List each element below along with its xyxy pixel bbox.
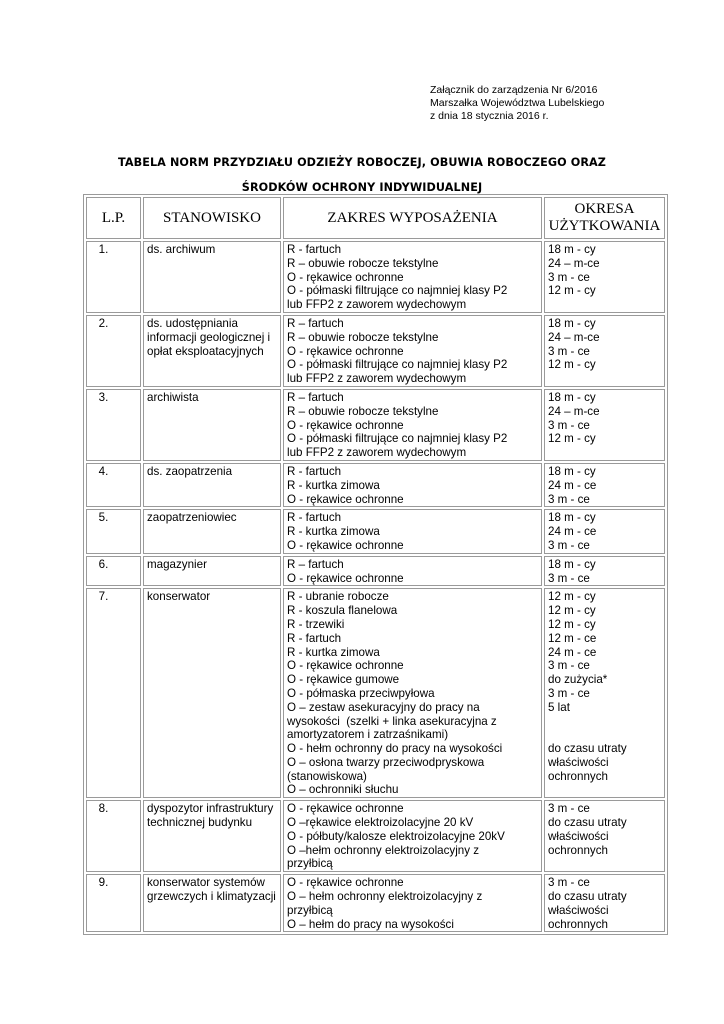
period-item: 3 m - ce	[548, 492, 590, 506]
row-equipment	[283, 556, 542, 587]
period-item: ochronnych	[548, 917, 608, 931]
period-item: ochronnych	[548, 769, 608, 783]
equipment-item: R - fartuch	[287, 631, 342, 645]
row-position: ds. udostępniania informacji geologicznej i opłat eksploatacyjnych	[143, 315, 281, 387]
equipment-item: O - półmaski filtrujące co najmniej klasy P2	[287, 284, 508, 298]
attachment-line-2: Marszałka Województwa Lubelskiego	[430, 97, 605, 109]
equipment-item: przyłbicą	[287, 903, 333, 917]
row-position: zaopatrzeniowiec	[143, 509, 281, 553]
period-item: 12 m - cy	[548, 604, 596, 618]
equipment-item: O - półmaski filtrujące co najmniej klasy P2	[287, 358, 508, 372]
period-item: do zużycia*	[548, 673, 608, 687]
period-item: do czasu utraty	[548, 742, 627, 756]
equipment-item: R - fartuch	[287, 511, 342, 525]
row-equipment	[283, 241, 542, 313]
row-equipment	[283, 874, 542, 932]
row-periods	[544, 463, 665, 507]
row-periods	[544, 315, 665, 387]
equipment-item: O – hełm ochronny elektroizolacyjny z	[287, 890, 483, 904]
period-item: 24 – m-ce	[548, 256, 600, 270]
equipment-item: R - kurtka zimowa	[287, 525, 380, 539]
row-position: konserwator	[143, 588, 281, 798]
equipment-item: R – fartuch	[287, 557, 344, 571]
period-item: 12 m - ce	[548, 631, 597, 645]
equipment-item: R - kurtka zimowa	[287, 478, 380, 492]
period-item: ochronnych	[548, 843, 608, 857]
row-periods	[544, 509, 665, 553]
equipment-item: O - rękawice ochronne	[287, 492, 404, 506]
equipment-item: O – zestaw asekuracyjny do pracy na	[287, 700, 480, 714]
period-item: właściwości	[548, 829, 609, 843]
equipment-item: O - półbuty/kalosze elektroizolacyjne 20kV	[287, 829, 505, 843]
header-period	[544, 197, 665, 239]
equipment-item: O – hełm do pracy na wysokości	[287, 917, 454, 931]
row-periods	[544, 556, 665, 587]
equipment-item: O - rękawice ochronne	[287, 344, 404, 358]
equipment-item: przyłbicą	[287, 857, 333, 871]
attachment-line-1: Załącznik do zarządzenia Nr 6/2016	[430, 84, 598, 96]
row-number: 6.	[86, 556, 141, 587]
row-number: 7.	[86, 588, 141, 798]
equipment-item: O - rękawice ochronne	[287, 802, 404, 816]
equipment-item: lub FFP2 z zaworem wydechowym	[287, 372, 467, 386]
equipment-item: O - rękawice gumowe	[287, 673, 400, 687]
row-number: 8.	[86, 800, 141, 872]
period-item: 3 m - ce	[548, 802, 590, 816]
header-lp: L.P.	[86, 197, 141, 239]
title-line-2: ŚRODKÓW OCHRONY INDYWIDUALNEJ	[241, 181, 483, 194]
equipment-item: O - rękawice ochronne	[287, 876, 404, 890]
equipment-item: O –hełm ochronny elektroizolacyjny z	[287, 843, 480, 857]
period-item: 24 – m-ce	[548, 330, 600, 344]
row-position: archiwista	[143, 389, 281, 461]
period-item: 18 m - cy	[548, 243, 596, 256]
equipment-item: amortyzatorem i zatrzaśnikami)	[287, 728, 449, 742]
equipment-item: O - półmaska przeciwpyłowa	[287, 686, 435, 700]
equipment-item: R - fartuch	[287, 464, 342, 478]
equipment-item: O - rękawice ochronne	[287, 538, 404, 552]
table-row	[86, 874, 665, 932]
period-item: 24 m - ce	[548, 525, 597, 539]
table-row	[86, 588, 665, 798]
row-position: ds. zaopatrzenia	[143, 463, 281, 507]
period-item: 12 m - cy	[548, 432, 596, 446]
equipment-item: R – obuwie robocze tekstylne	[287, 330, 439, 344]
table-row	[86, 556, 665, 587]
equipment-item: O - rękawice ochronne	[287, 571, 404, 585]
row-periods	[544, 241, 665, 313]
row-number: 2.	[86, 315, 141, 387]
equipment-item: O –rękawice elektroizolacyjne 20 kV	[287, 816, 474, 830]
period-item: 3 m - ce	[548, 876, 590, 890]
row-number: 3.	[86, 389, 141, 461]
period-item: 18 m - cy	[548, 390, 596, 404]
equipment-item: O - rękawice ochronne	[287, 659, 404, 673]
period-item: 18 m - cy	[548, 464, 596, 478]
equipment-item: O - rękawice ochronne	[287, 270, 404, 284]
period-item: 3 m - ce	[548, 270, 590, 284]
period-item: 12 m - cy	[548, 617, 596, 631]
norms-table	[83, 194, 668, 935]
attachment-note	[430, 84, 604, 123]
table-row	[86, 509, 665, 553]
row-periods	[544, 389, 665, 461]
period-item: 18 m - cy	[548, 557, 596, 571]
row-equipment	[283, 588, 542, 798]
row-position: konserwator systemów grzewczych i klimatyzacji	[143, 874, 281, 932]
period-item	[548, 715, 661, 729]
attachment-line-3: z dnia 18 stycznia 2016 r.	[430, 110, 549, 122]
header-position: STANOWISKO	[143, 197, 281, 239]
period-item: 3 m - ce	[548, 571, 590, 585]
equipment-item: lub FFP2 z zaworem wydechowym	[287, 446, 467, 460]
period-item: 24 m - ce	[548, 645, 597, 659]
equipment-item: O - rękawice ochronne	[287, 418, 404, 432]
equipment-item: R – fartuch	[287, 316, 344, 330]
row-equipment	[283, 509, 542, 553]
period-item	[548, 783, 661, 797]
period-item: do czasu utraty	[548, 816, 627, 830]
row-equipment	[283, 389, 542, 461]
header-period-line-1: OKRESA	[574, 201, 635, 217]
equipment-item: O – osłona twarzy przeciwodpryskowa	[287, 755, 485, 769]
header-equipment: ZAKRES WYPOSAŻENIA	[283, 197, 542, 239]
period-item: 3 m - ce	[548, 344, 590, 358]
period-item: 3 m - ce	[548, 538, 590, 552]
period-item: do czasu utraty	[548, 890, 627, 904]
period-item: 12 m - cy	[548, 590, 596, 604]
period-item: 24 m - ce	[548, 478, 597, 492]
equipment-item: R - trzewiki	[287, 617, 345, 631]
equipment-item: wysokości (szelki + linka asekuracyjna z	[287, 714, 497, 728]
title-line-1: TABELA NORM PRZYDZIAŁU ODZIEŻY ROBOCZEJ, OBUWIA ROBOCZEGO ORAZ	[117, 156, 607, 169]
document-title	[0, 150, 724, 200]
row-position: magazynier	[143, 556, 281, 587]
row-number: 9.	[86, 874, 141, 932]
row-position: dyspozytor infrastruktury technicznej budynku	[143, 800, 281, 872]
row-position: ds. archiwum	[143, 241, 281, 313]
equipment-item: (stanowiskowa)	[287, 769, 367, 783]
table-row	[86, 800, 665, 872]
period-item: 12 m - cy	[548, 358, 596, 372]
equipment-item: R – obuwie robocze tekstylne	[287, 404, 439, 418]
table-header-row	[86, 197, 665, 239]
row-number: 4.	[86, 463, 141, 507]
equipment-item: R - ubranie robocze	[287, 590, 389, 604]
equipment-item: R – obuwie robocze tekstylne	[287, 256, 439, 270]
table-row	[86, 315, 665, 387]
period-item	[548, 728, 661, 742]
table-row	[86, 241, 665, 313]
row-number: 5.	[86, 509, 141, 553]
period-item: 24 – m-ce	[548, 404, 600, 418]
equipment-item: R - kurtka zimowa	[287, 645, 380, 659]
table-body	[86, 241, 665, 932]
row-number: 1.	[86, 241, 141, 313]
period-item: 3 m - ce	[548, 686, 590, 700]
period-item: właściwości	[548, 755, 609, 769]
period-item: 3 m - ce	[548, 418, 590, 432]
equipment-item: lub FFP2 z zaworem wydechowym	[287, 298, 467, 312]
row-periods	[544, 588, 665, 798]
equipment-item: O - hełm ochronny do pracy na wysokości	[287, 742, 503, 756]
equipment-item: R - koszula flanelowa	[287, 604, 398, 618]
period-item: 18 m - cy	[548, 316, 596, 330]
period-item: 18 m - cy	[548, 511, 596, 525]
row-equipment	[283, 463, 542, 507]
period-item: właściwości	[548, 903, 609, 917]
header-period-line-2: UŻYTKOWANIA	[548, 218, 661, 234]
equipment-item: R - fartuch	[287, 243, 342, 256]
equipment-item: O - półmaski filtrujące co najmniej klasy P2	[287, 432, 508, 446]
row-equipment	[283, 800, 542, 872]
equipment-item: R – fartuch	[287, 390, 344, 404]
equipment-item: O – ochronniki słuchu	[287, 783, 399, 797]
table-row	[86, 463, 665, 507]
period-item: 5 lat	[548, 700, 570, 714]
row-periods	[544, 874, 665, 932]
period-item: 3 m - ce	[548, 659, 590, 673]
row-periods	[544, 800, 665, 872]
period-item: 12 m - cy	[548, 284, 596, 298]
table-row	[86, 389, 665, 461]
row-equipment	[283, 315, 542, 387]
